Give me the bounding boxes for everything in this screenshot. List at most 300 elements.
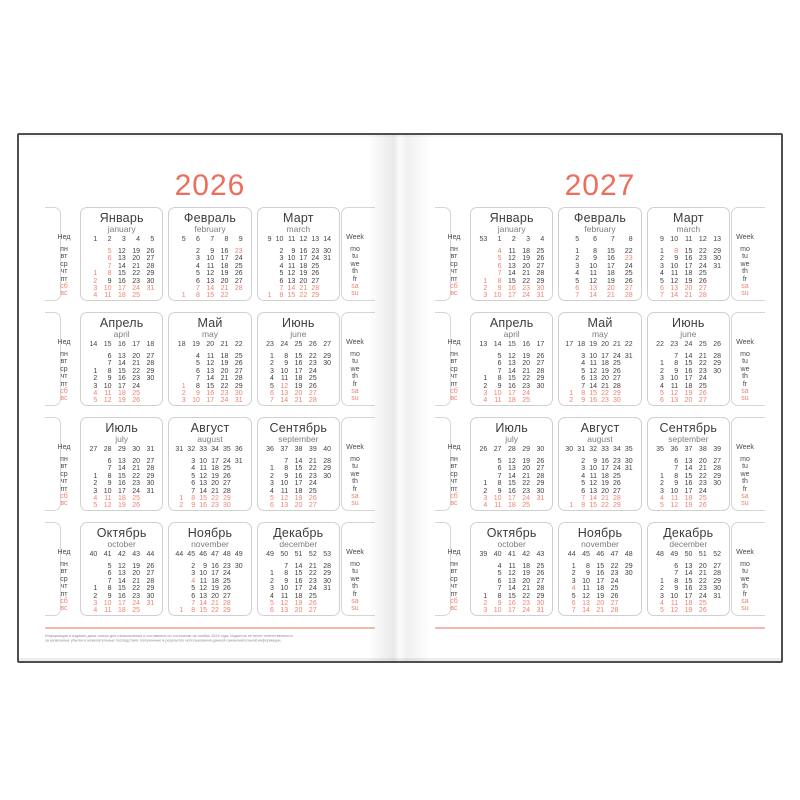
day-cell: 2 bbox=[660, 585, 664, 593]
day-cell: 3 bbox=[575, 262, 580, 270]
day-cell: 4 bbox=[483, 397, 488, 405]
month-name-ru: Сентябрь bbox=[659, 421, 718, 435]
day-cell: 21 bbox=[698, 465, 707, 473]
day-cell: 4 bbox=[497, 248, 502, 255]
day-row bbox=[476, 390, 547, 397]
day-cell: 14 bbox=[684, 465, 693, 473]
day-cell: 22 bbox=[522, 277, 531, 285]
day-cell: 30 bbox=[234, 563, 243, 570]
day-cell: 8 bbox=[284, 570, 289, 578]
day-cell: 27 bbox=[713, 458, 721, 465]
week-col-header-ru: Нед bbox=[57, 339, 71, 346]
day-label: сб bbox=[450, 282, 458, 290]
month-row-band bbox=[45, 207, 375, 300]
day-cell: 21 bbox=[698, 570, 707, 578]
day-cell bbox=[86, 360, 100, 367]
day-label-column bbox=[435, 207, 465, 301]
day-cell: 5 bbox=[660, 277, 664, 285]
day-cell: 12 bbox=[280, 382, 289, 390]
day-row bbox=[476, 270, 547, 277]
day-cell bbox=[174, 570, 186, 577]
day-row bbox=[86, 563, 157, 570]
month-grid bbox=[263, 339, 334, 405]
day-cell: 16 bbox=[220, 248, 229, 255]
day-row bbox=[263, 563, 334, 570]
day-cell: 26 bbox=[146, 563, 155, 570]
day-cell: 13 bbox=[287, 277, 296, 285]
day-row bbox=[263, 607, 334, 614]
day-cell bbox=[86, 255, 100, 262]
day-row bbox=[476, 375, 547, 382]
day-cell: 22 bbox=[132, 472, 141, 480]
month-name-en: december bbox=[279, 539, 318, 549]
month-grid bbox=[653, 549, 724, 615]
day-cell: 23 bbox=[601, 397, 609, 405]
day-cell: 1 bbox=[181, 292, 186, 300]
week-number-cell: 39 bbox=[479, 551, 488, 558]
day-cell bbox=[624, 383, 636, 390]
day-row bbox=[86, 390, 157, 397]
week-header-row bbox=[564, 549, 635, 560]
week-number-cell: 18 bbox=[146, 341, 155, 348]
day-cell: 24 bbox=[308, 480, 317, 488]
day-label: th bbox=[742, 373, 748, 381]
week-col-header-en: Week bbox=[346, 234, 364, 241]
day-cell: 20 bbox=[522, 360, 531, 368]
day-cell: 6 bbox=[195, 277, 200, 285]
day-cell: 19 bbox=[294, 599, 303, 607]
day-label: чт bbox=[450, 268, 458, 276]
day-cell: 7 bbox=[195, 284, 200, 292]
month-name-en: june bbox=[680, 329, 697, 339]
day-cell: 7 bbox=[497, 270, 502, 278]
day-cell: 14 bbox=[118, 577, 126, 585]
day-cell: 17 bbox=[211, 570, 219, 578]
week-number-cell: 2 bbox=[107, 236, 112, 243]
day-cell: 22 bbox=[624, 248, 633, 255]
day-cell: 26 bbox=[698, 277, 707, 285]
day-cell bbox=[174, 458, 186, 465]
day-cell bbox=[86, 563, 100, 570]
week-number-cell: 12 bbox=[299, 236, 308, 243]
day-cell: 16 bbox=[601, 458, 609, 465]
day-cell: 20 bbox=[698, 563, 707, 570]
day-row bbox=[174, 353, 245, 360]
week-number-cell: 11 bbox=[685, 236, 693, 243]
day-cell: 11 bbox=[670, 494, 679, 502]
day-cell: 31 bbox=[624, 465, 633, 473]
day-row bbox=[263, 278, 334, 285]
day-cell: 18 bbox=[294, 487, 303, 495]
day-cell: 30 bbox=[713, 585, 721, 593]
day-cell: 17 bbox=[508, 607, 516, 615]
day-label: пт bbox=[60, 380, 68, 388]
day-row bbox=[86, 397, 157, 404]
day-row bbox=[86, 375, 157, 382]
day-cell: 1 bbox=[179, 494, 184, 502]
day-cell: 13 bbox=[206, 367, 215, 375]
day-cell: 17 bbox=[601, 465, 609, 473]
day-cell: 10 bbox=[670, 487, 679, 495]
day-cell: 4 bbox=[270, 487, 274, 495]
day-cell: 7 bbox=[674, 465, 679, 473]
day-cell: 5 bbox=[660, 502, 664, 510]
day-cell: 22 bbox=[308, 570, 317, 578]
month-name-ru: Май bbox=[197, 316, 223, 330]
week-number-cell: 30 bbox=[132, 446, 141, 453]
month-name-ru: Январь bbox=[489, 211, 534, 225]
day-cell: 27 bbox=[536, 360, 545, 368]
day-cell: 7 bbox=[107, 465, 112, 473]
day-cell: 3 bbox=[270, 367, 274, 375]
day-cell: 7 bbox=[195, 375, 200, 383]
month-name-en: august bbox=[587, 434, 613, 444]
day-row bbox=[263, 285, 334, 292]
day-cell: 15 bbox=[294, 570, 303, 578]
day-cell bbox=[476, 368, 490, 375]
day-cell: 6 bbox=[497, 360, 502, 368]
day-cell: 26 bbox=[698, 502, 707, 510]
day-row bbox=[476, 458, 547, 465]
week-number-cell: 39 bbox=[308, 446, 317, 453]
week-number-cell: 22 bbox=[234, 341, 243, 348]
day-cell: 25 bbox=[612, 360, 621, 368]
day-cell: 18 bbox=[596, 585, 605, 593]
day-cell: 19 bbox=[684, 277, 693, 285]
week-number-cell: 30 bbox=[536, 446, 545, 453]
day-cell bbox=[710, 285, 724, 292]
day-cell: 29 bbox=[536, 375, 545, 383]
month-name-ru: Ноябрь bbox=[187, 526, 233, 540]
month-name-en: november bbox=[581, 539, 619, 549]
day-cell: 25 bbox=[698, 599, 707, 607]
day-cell bbox=[710, 502, 724, 509]
week-number-cell: 33 bbox=[601, 446, 609, 453]
day-cell: 24 bbox=[624, 262, 633, 270]
day-cell: 11 bbox=[494, 397, 502, 405]
day-cell: 23 bbox=[308, 577, 317, 585]
month-box bbox=[80, 312, 163, 406]
week-number-cell: 31 bbox=[577, 446, 586, 453]
day-cell: 10 bbox=[582, 577, 590, 585]
day-cell: 11 bbox=[199, 465, 207, 473]
day-cell bbox=[174, 270, 188, 277]
day-label: пт bbox=[450, 590, 458, 598]
day-label: ср bbox=[60, 575, 68, 583]
day-cell: 11 bbox=[280, 487, 289, 495]
day-cell: 20 bbox=[522, 262, 531, 270]
day-cell: 19 bbox=[211, 585, 219, 593]
day-cell: 1 bbox=[270, 353, 274, 360]
day-cell: 29 bbox=[713, 360, 721, 368]
week-number-cell: 39 bbox=[713, 446, 721, 453]
day-cell: 28 bbox=[612, 494, 621, 502]
day-cell: 2 bbox=[191, 563, 196, 570]
day-cell: 9 bbox=[593, 458, 597, 465]
day-cell: 12 bbox=[589, 367, 597, 375]
day-cell bbox=[476, 570, 490, 577]
day-label: we bbox=[740, 470, 750, 478]
day-cell: 15 bbox=[294, 353, 303, 360]
week-number-cell: 4 bbox=[136, 236, 141, 243]
day-label: tu bbox=[742, 253, 748, 261]
month-name-ru: Февраль bbox=[573, 211, 627, 225]
day-cell: 24 bbox=[311, 255, 320, 263]
day-cell: 6 bbox=[660, 397, 664, 405]
day-cell: 9 bbox=[284, 472, 289, 480]
day-cell: 6 bbox=[270, 502, 274, 510]
day-cell: 22 bbox=[522, 592, 531, 600]
day-cell: 16 bbox=[508, 284, 516, 292]
day-row bbox=[174, 593, 245, 600]
week-number-cell: 30 bbox=[565, 446, 574, 453]
day-cell: 19 bbox=[132, 563, 141, 570]
day-cell: 20 bbox=[299, 277, 308, 285]
day-label: fr bbox=[742, 380, 748, 388]
day-cell: 11 bbox=[280, 592, 289, 600]
day-cell bbox=[174, 285, 188, 292]
day-cell: 11 bbox=[206, 262, 215, 270]
day-cell bbox=[174, 480, 186, 487]
day-cell: 3 bbox=[93, 382, 98, 390]
day-cell: 7 bbox=[674, 570, 679, 578]
day-cell: 5 bbox=[93, 502, 98, 510]
day-cell: 23 bbox=[612, 458, 621, 465]
day-cell: 7 bbox=[497, 585, 502, 593]
day-cell: 23 bbox=[698, 480, 707, 488]
day-cell: 16 bbox=[589, 397, 597, 405]
day-cell: 19 bbox=[220, 360, 229, 368]
day-cell: 13 bbox=[118, 570, 126, 578]
day-label: сб bbox=[60, 387, 68, 395]
day-row bbox=[263, 465, 334, 472]
day-cell: 25 bbox=[612, 472, 621, 480]
day-label: чт bbox=[60, 478, 68, 486]
day-label: вс bbox=[60, 605, 68, 613]
day-label: сб bbox=[450, 597, 458, 605]
day-cell: 13 bbox=[589, 487, 597, 495]
week-col-header-ru: Нед bbox=[447, 444, 461, 451]
month-name-ru: Декабрь bbox=[273, 526, 324, 540]
day-cell: 12 bbox=[670, 277, 679, 285]
week-col-header-en: Week bbox=[736, 234, 754, 241]
day-cell: 23 bbox=[132, 592, 141, 600]
day-row bbox=[476, 263, 547, 270]
day-cell: 8 bbox=[581, 502, 586, 510]
day-cell: 23 bbox=[522, 284, 531, 292]
day-cell: 27 bbox=[146, 255, 155, 263]
day-cell: 17 bbox=[684, 262, 693, 270]
day-cell: 11 bbox=[104, 494, 112, 502]
day-cell: 21 bbox=[596, 607, 605, 615]
day-cell: 31 bbox=[536, 494, 545, 502]
day-cell: 18 bbox=[684, 494, 693, 502]
day-cell: 27 bbox=[146, 570, 155, 578]
week-number-cell: 44 bbox=[175, 551, 184, 558]
day-label: tu bbox=[742, 568, 748, 576]
day-cell bbox=[624, 502, 636, 509]
day-label: tu bbox=[352, 253, 358, 261]
day-cell: 25 bbox=[536, 248, 545, 255]
day-cell: 31 bbox=[234, 458, 243, 465]
day-cell: 28 bbox=[713, 353, 721, 360]
week-number-cell: 17 bbox=[536, 341, 545, 348]
day-cell: 20 bbox=[211, 592, 219, 600]
day-cell: 8 bbox=[581, 389, 586, 397]
day-cell: 2 bbox=[571, 570, 576, 578]
day-cell: 24 bbox=[522, 607, 531, 615]
day-cell: 12 bbox=[118, 563, 126, 570]
day-row bbox=[174, 397, 245, 404]
day-cell: 10 bbox=[670, 262, 679, 270]
day-row bbox=[653, 383, 724, 390]
day-cell bbox=[174, 488, 186, 495]
month-name-en: october bbox=[497, 539, 526, 549]
day-cell: 21 bbox=[132, 577, 141, 585]
day-cell: 26 bbox=[624, 277, 633, 285]
day-cell bbox=[320, 368, 334, 375]
day-cell: 6 bbox=[497, 577, 502, 585]
day-row bbox=[174, 607, 245, 614]
day-cell: 4 bbox=[660, 599, 664, 607]
day-cell: 15 bbox=[508, 480, 516, 488]
month-name-en: january bbox=[497, 224, 526, 234]
day-cell: 4 bbox=[93, 389, 98, 397]
day-cell: 26 bbox=[234, 360, 243, 368]
day-cell bbox=[320, 397, 334, 404]
day-cell: 30 bbox=[536, 382, 545, 390]
day-cell: 4 bbox=[195, 353, 200, 360]
day-cell: 1 bbox=[93, 585, 98, 593]
day-cell: 3 bbox=[581, 353, 586, 360]
day-cell bbox=[174, 593, 186, 600]
day-label: пт bbox=[60, 485, 68, 493]
day-row bbox=[564, 607, 635, 614]
day-cell bbox=[174, 473, 186, 480]
day-cell: 26 bbox=[308, 494, 317, 502]
day-cell bbox=[621, 600, 635, 607]
day-cell: 8 bbox=[674, 577, 679, 585]
week-number-cell: 11 bbox=[288, 236, 296, 243]
day-cell: 13 bbox=[508, 577, 516, 585]
day-cell: 15 bbox=[508, 277, 516, 285]
day-cell: 26 bbox=[536, 353, 545, 360]
month-name-ru: Апрель bbox=[489, 316, 534, 330]
day-cell: 19 bbox=[294, 382, 303, 390]
day-cell: 29 bbox=[311, 292, 320, 300]
day-cell: 25 bbox=[522, 502, 531, 510]
day-cell: 18 bbox=[294, 375, 303, 383]
day-cell: 22 bbox=[698, 360, 707, 368]
day-cell: 3 bbox=[93, 284, 98, 292]
day-row bbox=[653, 458, 724, 465]
month-grid bbox=[653, 234, 724, 300]
day-label: tu bbox=[742, 358, 748, 366]
day-cell: 16 bbox=[118, 592, 126, 600]
month-name-ru: Март bbox=[672, 211, 704, 225]
day-cell: 30 bbox=[323, 577, 331, 585]
month-name-ru: Май bbox=[587, 316, 613, 330]
day-cell bbox=[231, 292, 245, 299]
day-cell: 18 bbox=[118, 494, 126, 502]
week-number-cell: 13 bbox=[479, 341, 488, 348]
day-cell: 20 bbox=[601, 375, 609, 383]
day-label: пн bbox=[450, 561, 458, 568]
week-number-cell: 36 bbox=[266, 446, 274, 453]
day-cell: 20 bbox=[684, 284, 693, 292]
day-cell: 13 bbox=[118, 255, 126, 263]
day-cell: 4 bbox=[581, 472, 586, 480]
day-cell bbox=[476, 360, 490, 367]
day-label: вс bbox=[450, 500, 458, 508]
day-label: fr bbox=[352, 485, 358, 493]
day-cell: 31 bbox=[713, 592, 721, 600]
day-cell: 16 bbox=[684, 255, 693, 263]
day-cell: 12 bbox=[199, 472, 207, 480]
month-box bbox=[647, 312, 730, 406]
day-row bbox=[653, 607, 724, 614]
day-row bbox=[564, 383, 635, 390]
day-label: tu bbox=[742, 463, 748, 471]
day-row bbox=[86, 495, 157, 502]
month-name-en: february bbox=[194, 224, 226, 234]
week-number-cell: 21 bbox=[220, 341, 229, 348]
day-cell: 23 bbox=[522, 487, 531, 495]
day-cell: 17 bbox=[220, 255, 229, 263]
day-label-column bbox=[45, 207, 75, 301]
day-cell: 17 bbox=[294, 585, 303, 593]
day-cell: 11 bbox=[670, 382, 679, 390]
day-cell: 19 bbox=[601, 480, 609, 488]
day-cell bbox=[234, 488, 246, 495]
day-label: чт bbox=[450, 373, 458, 381]
month-row-band bbox=[45, 522, 375, 615]
week-number-cell: 35 bbox=[624, 446, 633, 453]
day-cell: 25 bbox=[132, 494, 141, 502]
day-cell: 19 bbox=[596, 592, 605, 600]
day-row bbox=[263, 593, 334, 600]
day-cell: 1 bbox=[483, 480, 488, 488]
day-label: ср bbox=[450, 260, 458, 268]
day-cell: 15 bbox=[118, 585, 126, 593]
day-cell: 8 bbox=[497, 375, 502, 383]
day-cell: 11 bbox=[104, 292, 112, 300]
month-grid bbox=[476, 444, 547, 510]
day-row bbox=[564, 480, 635, 487]
day-row bbox=[564, 285, 635, 292]
day-cell: 4 bbox=[191, 465, 196, 473]
day-cell: 21 bbox=[132, 465, 141, 473]
week-number-cell: 19 bbox=[589, 341, 597, 348]
day-cell: 8 bbox=[195, 292, 200, 300]
day-cell: 21 bbox=[132, 360, 141, 368]
day-row bbox=[653, 375, 724, 382]
day-cell bbox=[320, 383, 334, 390]
day-row bbox=[174, 360, 245, 367]
day-cell: 14 bbox=[582, 607, 590, 615]
day-cell: 26 bbox=[132, 502, 141, 510]
day-cell: 18 bbox=[601, 360, 609, 368]
day-cell: 21 bbox=[294, 397, 303, 405]
day-cell: 15 bbox=[118, 367, 126, 375]
month-grid bbox=[174, 234, 245, 300]
day-cell: 23 bbox=[308, 360, 317, 368]
divider-rule bbox=[435, 627, 765, 629]
day-cell: 9 bbox=[497, 284, 502, 292]
day-cell: 10 bbox=[589, 353, 597, 360]
day-label-column bbox=[45, 522, 75, 616]
day-label: сб bbox=[60, 597, 68, 605]
